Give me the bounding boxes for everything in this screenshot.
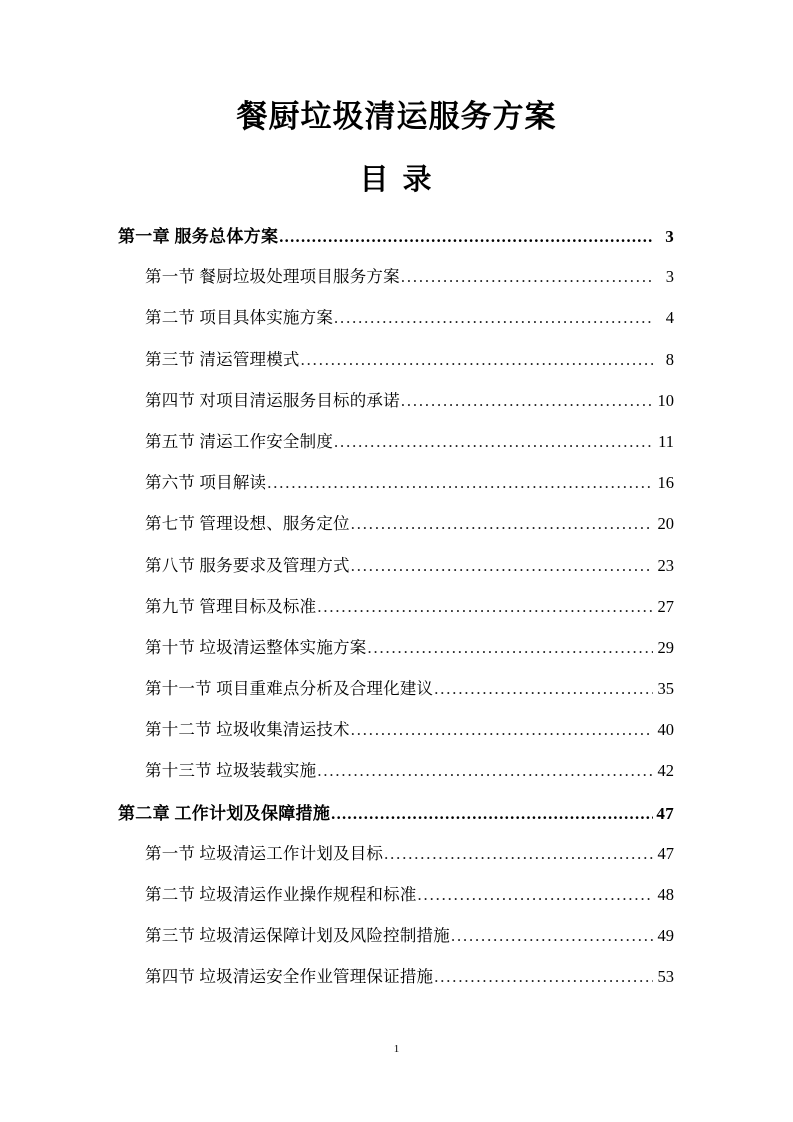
toc-entry-page-number: 47: [657, 843, 674, 863]
toc-entry-label: 第八节 服务要求及管理方式: [145, 555, 350, 575]
toc-dot-leader: [434, 969, 653, 985]
toc-dot-leader: [317, 763, 653, 779]
toc-entry-label: 第一章 服务总体方案: [118, 227, 279, 246]
toc-section-entry[interactable]: [118, 596, 674, 640]
toc-chapter-entry[interactable]: [118, 805, 674, 846]
toc-entry-label: 第二节 项目具体实施方案: [145, 308, 334, 328]
toc-entry-page-number: 42: [657, 761, 674, 781]
toc-section-entry[interactable]: [118, 928, 674, 969]
toc-dot-leader: [351, 516, 653, 532]
toc-dot-leader: [334, 434, 653, 450]
toc-section-entry[interactable]: [118, 555, 674, 599]
toc-dot-leader: [331, 806, 653, 822]
toc-entry-page-number: 3: [665, 267, 674, 287]
toc-entry-label: 第二节 垃圾清运作业操作规程和标准: [145, 885, 417, 904]
toc-section-entry[interactable]: [118, 431, 674, 475]
table-of-contents: [118, 228, 674, 1011]
toc-dot-leader: [351, 722, 653, 738]
toc-entry-label: 第五节 清运工作安全制度: [145, 431, 334, 451]
toc-dot-leader: [334, 310, 653, 326]
toc-entry-label: 第三节 清运管理模式: [145, 349, 300, 369]
toc-entry-page-number: 11: [658, 431, 674, 451]
toc-dot-leader: [279, 229, 653, 245]
toc-entry-page-number: 23: [657, 555, 674, 575]
toc-dot-leader: [384, 846, 653, 862]
toc-entry-page-number: 16: [657, 473, 674, 493]
toc-entry-page-number: 10: [657, 390, 674, 410]
toc-entry-label: 第六节 项目解读: [145, 473, 267, 493]
toc-dot-leader: [401, 393, 653, 409]
toc-section-entry[interactable]: [118, 681, 674, 722]
toc-entry-label: 第四节 垃圾清运安全作业管理保证措施: [145, 967, 434, 987]
toc-section-entry[interactable]: [118, 310, 674, 351]
toc-section-entry[interactable]: [118, 763, 674, 804]
toc-entry-label: 第一节 垃圾清运工作计划及目标: [145, 843, 384, 863]
toc-entry-label: 第十二节 垃圾收集清运技术: [145, 720, 350, 740]
toc-section-entry[interactable]: [118, 269, 674, 310]
toc-section-entry[interactable]: [118, 349, 674, 393]
toc-entry-page-number: 35: [657, 679, 674, 699]
toc-entry-label: 第四节 对项目清运服务目标的承诺: [145, 390, 400, 410]
toc-entry-page-number: 8: [665, 349, 674, 369]
toc-entry-page-number: 48: [657, 885, 674, 904]
toc-dot-leader: [451, 928, 653, 944]
toc-entry-label: 第一节 餐厨垃圾处理项目服务方案: [145, 267, 400, 287]
toc-entry-label: 第七节 管理设想、服务定位: [145, 514, 350, 534]
toc-section-entry[interactable]: [118, 516, 674, 557]
toc-section-entry[interactable]: [118, 475, 674, 516]
toc-entry-label: 第二章 工作计划及保障措施: [118, 803, 331, 823]
toc-section-entry[interactable]: [118, 722, 674, 763]
toc-entry-page-number: 3: [665, 227, 674, 246]
toc-entry-label: 第三节 垃圾清运保障计划及风险控制措施: [145, 926, 450, 946]
toc-entry-label: 第十节 垃圾清运整体实施方案: [145, 637, 367, 657]
toc-section-entry[interactable]: [118, 969, 674, 1010]
toc-dot-leader: [317, 599, 653, 615]
toc-heading: 目 录: [359, 162, 434, 196]
toc-entry-label: 第十一节 项目重难点分析及合理化建议: [145, 679, 434, 699]
toc-entry-label: 第九节 管理目标及标准: [145, 596, 317, 616]
toc-entry-page-number: 27: [657, 596, 674, 616]
toc-entry-page-number: 53: [657, 967, 674, 987]
toc-entry-page-number: 29: [657, 637, 674, 657]
toc-section-entry[interactable]: [118, 637, 674, 681]
toc-entry-page-number: 4: [665, 308, 674, 328]
toc-entry-label: 第十三节 垃圾装载实施: [145, 761, 317, 781]
toc-entry-page-number: 49: [657, 926, 674, 946]
toc-entry-page-number: 20: [657, 514, 674, 534]
toc-section-entry[interactable]: [118, 390, 674, 434]
toc-dot-leader: [401, 269, 653, 285]
toc-entry-page-number: 47: [656, 803, 674, 823]
toc-section-entry[interactable]: [118, 887, 674, 928]
toc-dot-leader: [267, 475, 653, 491]
toc-chapter-entry[interactable]: [118, 228, 674, 269]
toc-section-entry[interactable]: [118, 843, 674, 887]
toc-dot-leader: [367, 640, 653, 656]
toc-dot-leader: [434, 681, 653, 697]
footer-page-number: 1: [393, 1043, 400, 1055]
toc-dot-leader: [351, 558, 653, 574]
toc-entry-page-number: 40: [657, 720, 674, 740]
toc-dot-leader: [418, 887, 653, 903]
toc-dot-leader: [301, 352, 653, 368]
page-title: 餐厨垃圾清运服务方案: [236, 99, 557, 135]
